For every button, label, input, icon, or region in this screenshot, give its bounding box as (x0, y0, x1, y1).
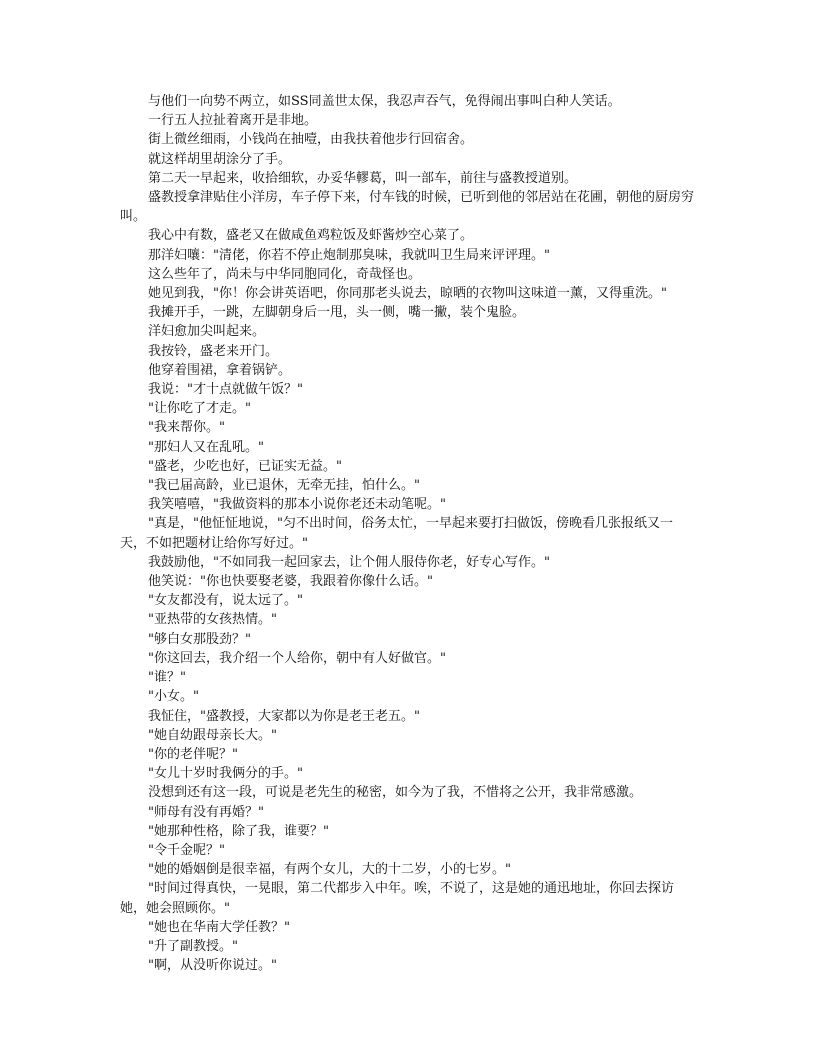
dialogue-line: "小女。" (148, 689, 199, 705)
paragraph: 我心中有数，盛老又在做咸鱼鸡粒饭及虾酱炒空心菜了。 (148, 228, 474, 244)
paragraph: 第二天一早起来，收拾细软，办妥华轇葛，叫一部车，前往与盛教授道别。 (148, 170, 578, 186)
paragraph: 那洋妇嚷："清佬，你若不停止炮制那臭味，我就叫卫生局来评评理。" (148, 247, 550, 263)
paragraph: 街上微丝细雨，小钱尚在抽噎，由我扶着他步行回宿舍。 (148, 132, 474, 148)
dialogue-line: "真是，"他怔怔地说，"匀不出时间，俗务太忙，一早起来要打扫做饭，傍晚看几张报纸又一天，不如把题材让给你写好过。" (120, 516, 673, 551)
paragraph: 我摊开手，一跳，左脚朝身后一甩，头一侧，嘴一撇，装个鬼脸。 (148, 305, 526, 321)
dialogue-line: "师母有没有再婚？" (148, 804, 264, 820)
paragraph: 我笑嘻嘻，"我做资料的那本小说你老还未动笔呢。" (148, 497, 446, 513)
dialogue-line: "你这回去，我介绍一个人给你，朝中有人好做官。" (148, 650, 446, 666)
paragraph: 洋妇愈加尖叫起来。 (148, 324, 266, 340)
dialogue-line: "她那种性格，除了我，谁要？" (148, 823, 329, 839)
dialogue-line: "够白女那股劲？" (148, 631, 251, 647)
paragraph: 与他们一向势不两立，如SS同盖世太保，我忍声吞气，免得闹出事叫白种人笑话。 (148, 94, 621, 109)
paragraph: 他穿着围裙，拿着锅铲。 (148, 362, 292, 378)
dialogue-line: "我来帮你。" (148, 420, 225, 436)
dialogue-line: "令千金呢？" (148, 842, 225, 858)
paragraph: 她见到我，"你！你会讲英语吧，你同那老头说去，晾晒的衣物叫这味道一薰，又得重洗。" (148, 286, 667, 302)
paragraph: 一行五人拉扯着离开是非地。 (148, 113, 318, 129)
dialogue-line: "你的老伴呢？" (148, 746, 238, 762)
dialogue-line: "时间过得真快，一晃眼，第二代都步入中年。唉，不说了，这是她的通迅地址，你回去探访她，她会照顾你。" (120, 881, 674, 916)
paragraph: 他笑说："你也快要娶老婆，我跟着你像什么话。" (148, 574, 433, 590)
paragraph: 我怔住，"盛教授，大家都以为你是老王老五。" (148, 708, 420, 724)
paragraph: 没想到还有这一段，可说是老先生的秘密，如今为了我，不惜将之公开，我非常感激。 (148, 785, 643, 801)
paragraph: 盛教授拿津贴住小洋房，车子停下来，付车钱的时候，已听到他的邻居站在花圃，朝他的厨房穷叫。 (120, 190, 695, 225)
dialogue-line: "我已届高龄，业已退休，无牵无挂，怕什么。" (148, 478, 420, 494)
dialogue-line: "女友都没有，说太远了。" (148, 593, 303, 609)
paragraph: 就这样胡里胡涂分了手。 (148, 151, 292, 167)
paragraph: 我鼓励他，"不如同我一起回家去，让个佣人服侍你老，好专心写作。" (148, 554, 550, 570)
dialogue-line: "谁？" (148, 670, 186, 686)
dialogue-line: "啊，从没听你说过。" (148, 958, 277, 974)
dialogue-line: "她也在华南大学任教？" (148, 919, 290, 935)
dialogue-line: "亚热带的女孩热情。" (148, 612, 277, 628)
dialogue-line: "她自幼跟母亲长大。" (148, 727, 277, 743)
dialogue-line: "那妇人又在乱吼。" (148, 439, 264, 455)
dialogue-line: "女儿十岁时我俩分的手。" (148, 766, 303, 782)
dialogue-line: "她的婚姻倒是很幸福，有两个女儿，大的十二岁，小的七岁。" (148, 862, 511, 878)
paragraph: 这么些年了，尚未与中华同胞同化，奇哉怪也。 (148, 266, 422, 282)
dialogue-line: "升了副教授。" (148, 938, 238, 954)
paragraph: 我说："才十点就做午饭？" (148, 382, 303, 398)
body-text (120, 92, 698, 975)
dialogue-line: "盛老，少吃也好，已证实无益。" (148, 458, 342, 474)
paragraph: 我按铃，盛老来开门。 (148, 343, 279, 359)
dialogue-line: "让你吃了才走。" (148, 401, 251, 417)
